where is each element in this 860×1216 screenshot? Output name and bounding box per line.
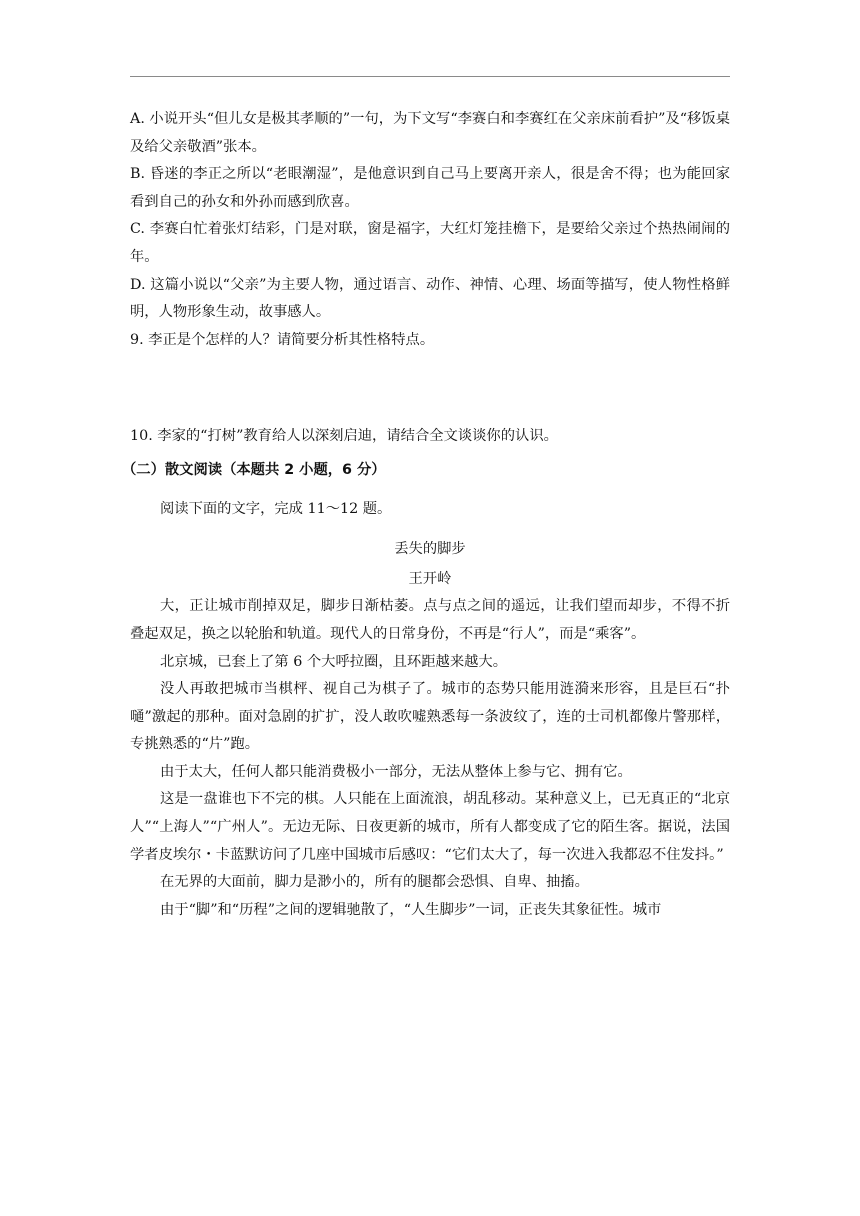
essay-paragraph-4: 由于太大，任何人都只能消费极小一部分，无法从整体上参与它、拥有它。 <box>160 763 632 780</box>
option-c: C. 李赛白忙着张灯结彩，门是对联，窗是福字，大红灯笼挂檐下，是要给父亲过个热热闹闹的年。 <box>130 221 730 265</box>
option-d: D. 这篇小说以“父亲”为主要人物，通过语言、动作、神情、心理、场面等描写，使人物性格鲜明，人物形象生动，故事感人。 <box>130 276 730 321</box>
section-heading: （二）散文阅读（本题共 2 小题，6 分） <box>122 461 386 478</box>
essay-paragraph-1: 大，正让城市削掉双足，脚步日渐枯萎。点与点之间的遥远，让我们望而却步，不得不折叠起双足，换之以轮胎和轨道。现代人的日常身份，不再是“行人”，而是“乘客”。 <box>130 598 730 642</box>
answer-space-q9 <box>130 354 730 423</box>
essay-paragraph-7: 由于“脚”和“历程”之间的逻辑驰散了，“人生脚步”一词，正丧失其象征性。城市 <box>160 901 662 918</box>
question-10: 10. 李家的“打树”教育给人以深刻启迪，请结合全文谈谈你的认识。 <box>130 428 558 445</box>
header-rule <box>130 76 730 77</box>
essay-paragraph-6: 在无界的大面前，脚力是渺小的，所有的腿都会恐惧、自卑、抽搐。 <box>160 874 589 891</box>
option-a: A. 小说开头“但儿女是极其孝顺的”一句，为下文写“李赛白和李赛红在父亲床前看护”及“移饭桌及给父亲敬酒”张本。 <box>130 111 730 155</box>
section-instruction: 阅读下面的文字，完成 11～12 题。 <box>160 500 392 517</box>
document-body <box>122 106 730 924</box>
essay-paragraph-2: 北京城，已套上了第 6 个大呼拉圈，且环距越来越大。 <box>160 653 508 670</box>
essay-author: 王开岭 <box>408 570 452 587</box>
essay-paragraph-5: 这是一盘谁也下不完的棋。人只能在上面流浪，胡乱移动。某种意义上，已无真正的“北京人”“上海人”“广州人”。无边无际、日夜更新的城市，所有人都变成了它的陌生客。据说，法国学者皮埃尔・卡蓝默访问了几座中国城市后感叹：“它们太大了，每一次进入我都忍不住发抖。” <box>130 791 730 863</box>
essay-paragraph-3: 没人再敢把城市当棋枰、视自己为棋子了。城市的态势只能用涟漪来形容，且是巨石“扑嗵”激起的那种。面对急剧的扩扩，没人敢吹嘘熟悉每一条波纹了，连的士司机都像片警那样，专挑熟悉的“片”跑。 <box>130 681 730 753</box>
option-b: B. 昏迷的李正之所以“老眼潮湿”，是他意识到自己马上要离开亲人，很是舍不得；也为能回家看到自己的孙女和外孙而感到欣喜。 <box>130 166 730 210</box>
essay-title: 丢失的脚步 <box>394 541 466 558</box>
question-9: 9. 李正是个怎样的人？请简要分析其性格特点。 <box>130 331 435 348</box>
